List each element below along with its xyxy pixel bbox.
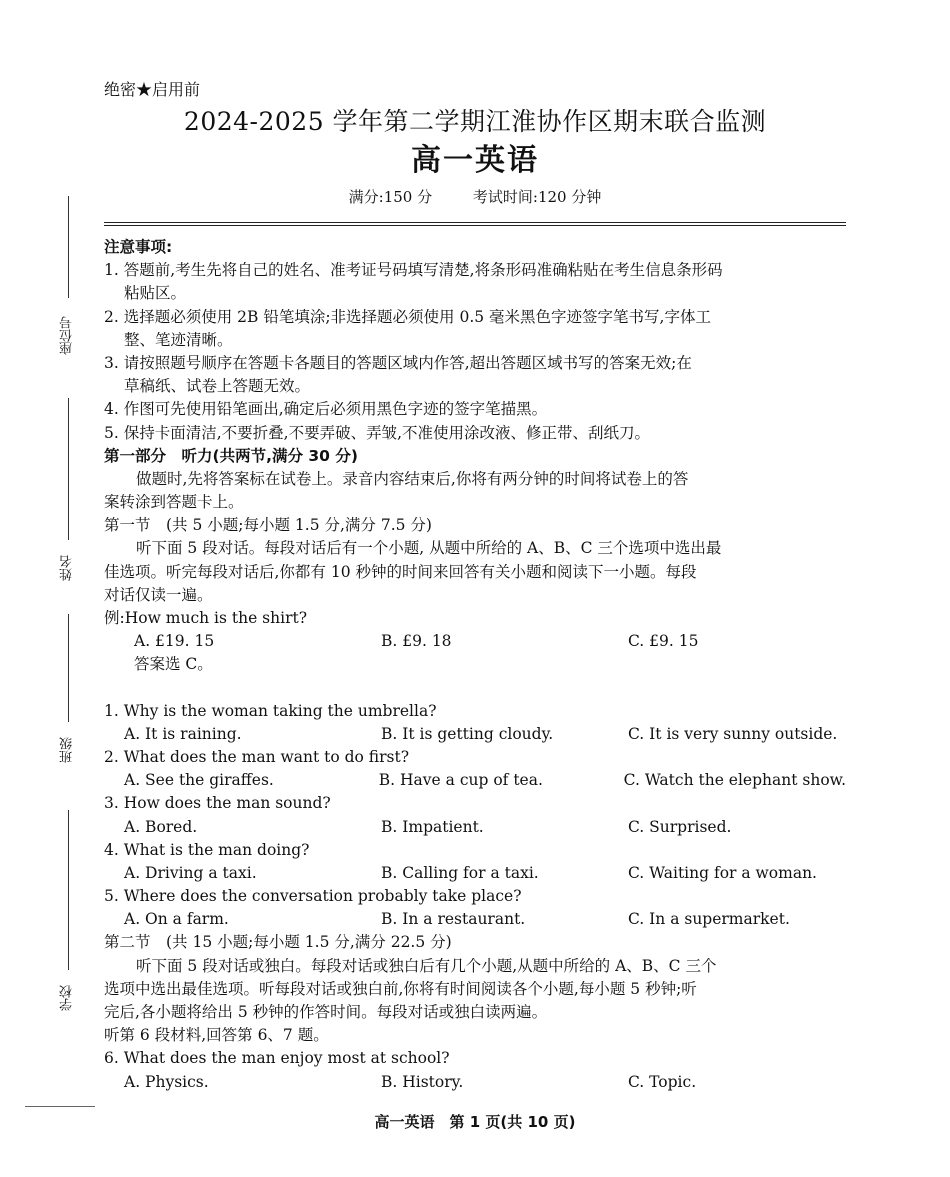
header-rule xyxy=(104,222,846,226)
note-item: 2. 选择题必须使用 2B 铅笔填涂;非选择题必须使用 0.5 毫米黑色字迹签字笔书写,字体工 xyxy=(104,307,711,326)
binding-margin xyxy=(0,0,95,1177)
question-6-options xyxy=(104,1071,846,1094)
section1-instruction: 听下面 5 段对话。每段对话后有一个小题, 从题中所给的 A、B、C 三个选项中选出最 xyxy=(136,539,722,558)
note-item: 草稿纸、试卷上答题无效。 xyxy=(124,377,311,396)
exam-title: 2024-2025 学年第二学期江淮协作区期末联合监测 xyxy=(183,107,767,136)
exam-time: 考试时间:120 分钟 xyxy=(472,188,602,206)
section1-instruction: 对话仅读一遍。 xyxy=(104,585,213,604)
question-4-options xyxy=(104,862,846,885)
question-5: 5. Where does the conversation probably take place? xyxy=(104,887,522,906)
example-answer: 答案选 C。 xyxy=(134,655,213,674)
section1-heading: 第一节 (共 5 小题;每小题 1.5 分,满分 7.5 分) xyxy=(104,516,432,535)
question-4: 4. What is the man doing? xyxy=(104,840,310,859)
note-item: 整、笔迹清晰。 xyxy=(124,330,233,349)
option-b: B. Calling for a taxi. xyxy=(381,863,539,882)
class-label: 班级 xyxy=(60,737,75,763)
section2-heading: 第二节 (共 15 小题;每小题 1.5 分,满分 22.5 分) xyxy=(104,933,452,952)
seat-line xyxy=(68,196,69,298)
note-item: 5. 保持卡面清洁,不要折叠,不要弄破、弄皱,不准使用涂改液、修正带、刮纸刀。 xyxy=(104,423,650,442)
option-b: B. In a restaurant. xyxy=(381,910,526,929)
note-item: 1. 答题前,考生先将自己的姓名、准考证号码填写清楚,将条形码准确粘贴在考生信息条形码 xyxy=(104,261,723,280)
option-a: A. It is raining. xyxy=(124,724,242,743)
note-item: 3. 请按照题号顺序在答题卡各题目的答题区域内作答,超出答题区域书写的答案无效;在 xyxy=(104,353,692,372)
option-a: A. Bored. xyxy=(124,817,198,836)
option-c: C. In a supermarket. xyxy=(628,910,790,929)
notes-heading: 注意事项: xyxy=(104,238,173,256)
option-c: C. Surprised. xyxy=(628,817,732,836)
option-b: B. Impatient. xyxy=(381,817,484,836)
option-b: B. It is getting cloudy. xyxy=(381,724,554,743)
question-1: 1. Why is the woman taking the umbrella? xyxy=(104,701,437,720)
example-options xyxy=(104,630,846,653)
exam-page xyxy=(104,76,846,1094)
section1-instruction: 佳选项。听完每段对话后,你都有 10 秒钟的时间来回答有关小题和阅读下一小题。每段 xyxy=(104,562,697,581)
option-a: A. Physics. xyxy=(124,1072,209,1091)
total-score: 满分:150 分 xyxy=(348,188,433,206)
option-b: B. £9. 18 xyxy=(381,632,452,651)
question-3: 3. How does the man sound? xyxy=(104,794,331,813)
name-line xyxy=(68,614,69,722)
option-a: A. On a farm. xyxy=(124,910,229,929)
page-footer: 高一英语 第 1 页(共 10 页) xyxy=(374,1113,576,1131)
part1-intro: 案转涂到答题卡上。 xyxy=(104,493,244,512)
binding-bottom-line xyxy=(25,1106,95,1107)
part1-heading: 第一部分 听力(共两节,满分 30 分) xyxy=(104,446,358,465)
section2-instruction: 选项中选出最佳选项。听每段对话或独白前,你将有时间阅读各个小题,每小题 5 秒钟;听 xyxy=(104,979,697,998)
secret-mark: 绝密★启用前 xyxy=(104,80,201,99)
section2-instruction: 完后,各小题将给出 5 秒钟的作答时间。每段对话或独白读两遍。 xyxy=(104,1003,548,1021)
question-5-options xyxy=(104,908,846,931)
option-c: C. Waiting for a woman. xyxy=(628,863,817,882)
option-a: A. See the giraffes. xyxy=(124,771,274,790)
option-a: A. Driving a taxi. xyxy=(124,863,257,882)
option-c: C. Topic. xyxy=(628,1072,697,1091)
option-c: C. £9. 15 xyxy=(628,632,699,651)
question-6: 6. What does the man enjoy most at school? xyxy=(104,1049,450,1068)
seat-label: 座位号 xyxy=(60,316,75,356)
material-note: 听第 6 段材料,回答第 6、7 题。 xyxy=(104,1026,329,1045)
option-c: C. Watch the elephant show. xyxy=(623,771,846,790)
question-3-options xyxy=(104,816,846,839)
exam-meta xyxy=(104,182,846,212)
part1-intro: 做题时,先将答案标在试卷上。录音内容结束后,你将有两分钟的时间将试卷上的答 xyxy=(136,469,689,488)
note-item: 粘贴区。 xyxy=(124,284,187,303)
option-b: B. History. xyxy=(381,1072,464,1091)
section2-instruction: 听下面 5 段对话或独白。每段对话或独白后有几个小题,从题中所给的 A、B、C 三个 xyxy=(136,956,717,975)
class-line xyxy=(68,810,69,970)
option-b: B. Have a cup of tea. xyxy=(378,771,543,790)
note-item: 4. 作图可先使用铅笔画出,确定后必须用黑色字迹的签字笔描黑。 xyxy=(104,400,548,419)
question-2-options xyxy=(104,769,846,792)
subject-title: 高一英语 xyxy=(411,143,539,178)
seat-line-2 xyxy=(68,398,69,540)
example-question: 例:How much is the shirt? xyxy=(104,609,308,627)
question-1-options xyxy=(104,723,846,746)
school-label: 学校 xyxy=(60,985,75,1011)
question-2: 2. What does the man want to do first? xyxy=(104,747,410,766)
name-label: 姓名 xyxy=(60,555,75,581)
option-c: C. It is very sunny outside. xyxy=(628,724,838,743)
option-a: A. £19. 15 xyxy=(134,632,215,651)
spacer xyxy=(104,677,846,700)
